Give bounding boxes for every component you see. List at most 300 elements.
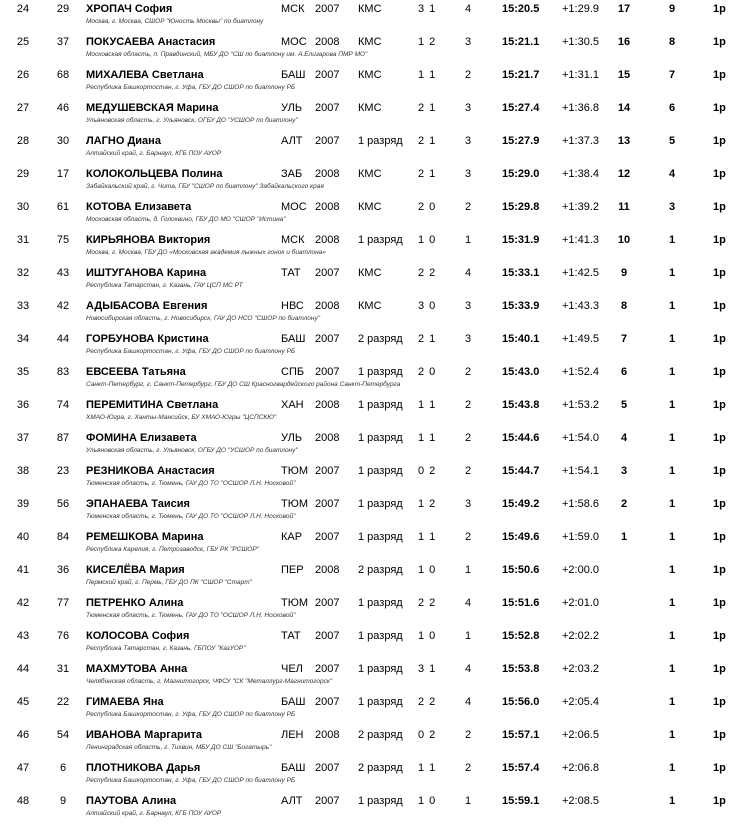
region-code: НВС <box>281 300 304 312</box>
athlete-organization: Пермский край, г. Пермь, ГБУ ДО ПК "СШОР "Старт" <box>86 579 252 586</box>
time-behind: +2:06.8 <box>562 762 600 774</box>
bib-cell: 77 <box>56 597 70 609</box>
table-row <box>0 528 750 561</box>
place-cell: 45 <box>16 696 30 708</box>
bib-cell: 43 <box>56 267 70 279</box>
points-primary: 4 <box>620 432 628 444</box>
qualification-category: 1р <box>713 366 726 378</box>
table-row <box>0 726 750 759</box>
sport-rank: КМС <box>358 201 382 213</box>
bib-cell: 22 <box>56 696 70 708</box>
time-behind: +1:41.3 <box>562 234 600 246</box>
bib-cell: 68 <box>56 69 70 81</box>
sport-rank: 1 разряд <box>358 663 403 675</box>
place-cell: 41 <box>16 564 30 576</box>
athlete-organization: Республика Башкортостан, г. Уфа, ГБУ ДО СШОР по биатлону РБ <box>86 348 296 355</box>
athlete-organization: Республика Башкортостан, г. Уфа, ГБУ ДО СШОР по биатлону РБ <box>86 777 296 784</box>
finish-time: 15:33.1 <box>502 267 540 279</box>
points-secondary: 1 <box>668 465 676 477</box>
athlete-organization: Новосибирская область, г. Новосибирск, ГАУ ДО НСО "СШОР по биатлону" <box>86 315 321 322</box>
athlete-name: ИШТУГАНОВА Карина <box>86 267 207 279</box>
athlete-organization: Москва, г. Москва, ГБУ ДО «Московская академия лыжных гонок и биатлона» <box>86 249 326 256</box>
finish-time: 15:33.9 <box>502 300 540 312</box>
athlete-name: КИРЬЯНОВА Виктория <box>86 234 211 246</box>
bib-cell: 84 <box>56 531 70 543</box>
athlete-name: КОТОВА Елизавета <box>86 201 192 213</box>
athlete-name: ГОРБУНОВА Кристина <box>86 333 209 345</box>
athlete-organization: Тюменская область, г. Тюмень, ГАУ ДО ТО "ОСШОР Л.Н. Носковой" <box>86 480 296 487</box>
region-code: МСК <box>281 3 305 15</box>
bib-cell: 54 <box>56 729 70 741</box>
time-behind: +1:37.3 <box>562 135 600 147</box>
athlete-name: ПЛОТНИКОВА Дарья <box>86 762 201 774</box>
birth-year: 2008 <box>315 399 340 411</box>
penalty-total: 3 <box>464 168 472 180</box>
table-row <box>0 462 750 495</box>
table-row <box>0 264 750 297</box>
place-cell: 39 <box>16 498 30 510</box>
points-primary: 7 <box>620 333 628 345</box>
penalty-total: 2 <box>464 69 472 81</box>
shooting-misses: 1 1 <box>418 399 437 411</box>
qualification-category: 1р <box>713 168 726 180</box>
table-row <box>0 561 750 594</box>
time-behind: +2:01.0 <box>562 597 600 609</box>
region-code: УЛЬ <box>281 432 303 444</box>
time-behind: +1:54.0 <box>562 432 600 444</box>
points-secondary: 3 <box>668 201 676 213</box>
athlete-organization: Забайкальский край, г. Чита, ГБУ "СШОР по биатлону" Забайкальского края <box>86 183 324 190</box>
athlete-name: ЕВСЕЕВА Татьяна <box>86 366 186 378</box>
points-secondary: 1 <box>668 333 676 345</box>
bib-cell: 44 <box>56 333 70 345</box>
points-primary: 15 <box>617 69 631 81</box>
qualification-category: 1р <box>713 630 726 642</box>
birth-year: 2007 <box>315 696 340 708</box>
qualification-category: 1р <box>713 531 726 543</box>
points-primary: 13 <box>617 135 631 147</box>
bib-cell: 87 <box>56 432 70 444</box>
bib-cell: 23 <box>56 465 70 477</box>
region-code: МОС <box>281 201 307 213</box>
qualification-category: 1р <box>713 69 726 81</box>
table-row <box>0 495 750 528</box>
points-secondary: 1 <box>668 762 676 774</box>
birth-year: 2008 <box>315 36 340 48</box>
place-cell: 38 <box>16 465 30 477</box>
time-behind: +1:52.4 <box>562 366 600 378</box>
place-cell: 32 <box>16 267 30 279</box>
place-cell: 43 <box>16 630 30 642</box>
region-code: КАР <box>281 531 303 543</box>
birth-year: 2007 <box>315 531 340 543</box>
region-code: БАШ <box>281 69 306 81</box>
athlete-name: ПАУТОВА Алина <box>86 795 177 807</box>
sport-rank: КМС <box>358 267 382 279</box>
shooting-misses: 1 2 <box>418 498 437 510</box>
place-cell: 37 <box>16 432 30 444</box>
table-row <box>0 759 750 792</box>
athlete-organization: Московская область, п. Правдинский, МБУ ДО "СШ по биатлону им. А.Елизарова ПМР МО" <box>86 51 368 58</box>
finish-time: 15:52.8 <box>502 630 540 642</box>
qualification-category: 1р <box>713 663 726 675</box>
sport-rank: 1 разряд <box>358 630 403 642</box>
sport-rank: 1 разряд <box>358 135 403 147</box>
athlete-name: ЭПАНАЕВА Таисия <box>86 498 190 510</box>
points-secondary: 9 <box>668 3 676 15</box>
finish-time: 15:57.1 <box>502 729 540 741</box>
penalty-total: 2 <box>464 399 472 411</box>
finish-time: 15:59.1 <box>502 795 540 807</box>
points-secondary: 1 <box>668 399 676 411</box>
table-row <box>0 363 750 396</box>
points-primary: 11 <box>618 201 630 213</box>
table-row <box>0 792 750 825</box>
points-primary: 3 <box>620 465 628 477</box>
shooting-misses: 1 1 <box>418 762 437 774</box>
birth-year: 2008 <box>315 300 340 312</box>
penalty-total: 4 <box>464 3 472 15</box>
points-secondary: 6 <box>668 102 676 114</box>
region-code: СПБ <box>281 366 305 378</box>
birth-year: 2007 <box>315 3 340 15</box>
athlete-organization: Республика Башкортостан, г. Уфа, ГБУ ДО СШОР по биатлону РБ <box>86 711 296 718</box>
bib-cell: 75 <box>56 234 70 246</box>
region-code: ЗАБ <box>281 168 303 180</box>
shooting-misses: 1 0 <box>418 564 437 576</box>
shooting-misses: 0 2 <box>418 729 437 741</box>
points-secondary: 1 <box>668 795 676 807</box>
athlete-name: КОЛОКОЛЬЦЕВА Полина <box>86 168 223 180</box>
sport-rank: КМС <box>358 300 382 312</box>
athlete-organization: Тюменская область, г. Тюмень, ГАУ ДО ТО "ОСШОР Л.Н. Носковой" <box>86 513 296 520</box>
bib-cell: 42 <box>56 300 70 312</box>
shooting-misses: 3 1 <box>418 3 437 15</box>
qualification-category: 1р <box>713 300 726 312</box>
points-primary: 5 <box>620 399 628 411</box>
points-secondary: 1 <box>668 234 676 246</box>
bib-cell: 76 <box>56 630 70 642</box>
athlete-organization: Тюменская область, г. Тюмень, ГАУ ДО ТО "ОСШОР Л.Н. Носковой" <box>86 612 296 619</box>
points-secondary: 1 <box>668 267 676 279</box>
shooting-misses: 3 0 <box>418 300 437 312</box>
place-cell: 35 <box>16 366 30 378</box>
birth-year: 2007 <box>315 465 340 477</box>
sport-rank: 1 разряд <box>358 531 403 543</box>
time-behind: +1:59.0 <box>562 531 600 543</box>
birth-year: 2007 <box>315 762 340 774</box>
athlete-name: МАХМУТОВА Анна <box>86 663 188 675</box>
time-behind: +1:39.2 <box>562 201 600 213</box>
finish-time: 15:49.2 <box>502 498 540 510</box>
sport-rank: 2 разряд <box>358 729 403 741</box>
region-code: БАШ <box>281 696 306 708</box>
shooting-misses: 2 2 <box>418 696 437 708</box>
athlete-name: МИХАЛЕВА Светлана <box>86 69 204 81</box>
time-behind: +1:43.3 <box>562 300 600 312</box>
points-secondary: 1 <box>668 432 676 444</box>
sport-rank: КМС <box>358 168 382 180</box>
region-code: БАШ <box>281 762 306 774</box>
points-secondary: 1 <box>668 564 676 576</box>
time-behind: +2:08.5 <box>562 795 600 807</box>
athlete-organization: Алтайский край, г. Барнаул, КГБ ПОУ АУОР <box>86 150 222 157</box>
place-cell: 40 <box>16 531 30 543</box>
shooting-misses: 1 0 <box>418 234 437 246</box>
penalty-total: 2 <box>464 729 472 741</box>
athlete-organization: Республика Карелия, г. Петрозаводск, ГБУ РК "РСШОР" <box>86 546 260 553</box>
table-row <box>0 594 750 627</box>
birth-year: 2007 <box>315 135 340 147</box>
place-cell: 47 <box>16 762 30 774</box>
athlete-name: РЕМЕШКОВА Марина <box>86 531 204 543</box>
table-row <box>0 231 750 264</box>
penalty-total: 4 <box>464 597 472 609</box>
athlete-organization: Санкт-Петербург, г. Санкт-Петербург, ГБУ ДО СШ Красногвардейского района Санкт-Петербурга <box>86 381 401 388</box>
time-behind: +1:42.5 <box>562 267 600 279</box>
place-cell: 34 <box>16 333 30 345</box>
athlete-name: ЛАГНО Диана <box>86 135 161 147</box>
region-code: МОС <box>281 36 307 48</box>
place-cell: 28 <box>16 135 30 147</box>
penalty-total: 3 <box>464 300 472 312</box>
finish-time: 15:57.4 <box>502 762 540 774</box>
region-code: ЛЕН <box>281 729 304 741</box>
finish-time: 15:43.0 <box>502 366 540 378</box>
region-code: ТАТ <box>281 630 301 642</box>
points-secondary: 1 <box>668 531 676 543</box>
qualification-category: 1р <box>713 135 726 147</box>
athlete-name: ПЕРЕМИТИНА Светлана <box>86 399 219 411</box>
time-behind: +1:58.6 <box>562 498 600 510</box>
athlete-name: АДЫБАСОВА Евгения <box>86 300 208 312</box>
points-primary: 14 <box>617 102 631 114</box>
bib-cell: 30 <box>56 135 70 147</box>
penalty-total: 3 <box>464 135 472 147</box>
qualification-category: 1р <box>713 201 726 213</box>
qualification-category: 1р <box>713 696 726 708</box>
penalty-total: 2 <box>464 432 472 444</box>
qualification-category: 1р <box>713 399 726 411</box>
athlete-organization: Москва, г. Москва, СШОР "Юность Москвы" по биатлону <box>86 18 264 25</box>
bib-cell: 31 <box>56 663 70 675</box>
region-code: ТЮМ <box>281 465 308 477</box>
region-code: ЧЕЛ <box>281 663 303 675</box>
qualification-category: 1р <box>713 333 726 345</box>
bib-cell: 6 <box>59 762 67 774</box>
place-cell: 30 <box>16 201 30 213</box>
shooting-misses: 1 1 <box>418 432 437 444</box>
athlete-name: МЕДУШЕВСКАЯ Марина <box>86 102 219 114</box>
birth-year: 2007 <box>315 498 340 510</box>
qualification-category: 1р <box>713 102 726 114</box>
points-primary: 17 <box>617 3 631 15</box>
finish-time: 15:29.8 <box>502 201 540 213</box>
shooting-misses: 1 0 <box>418 630 437 642</box>
time-behind: +1:49.5 <box>562 333 600 345</box>
points-primary: 10 <box>617 234 631 246</box>
time-behind: +1:53.2 <box>562 399 600 411</box>
qualification-category: 1р <box>713 729 726 741</box>
points-secondary: 1 <box>668 300 676 312</box>
time-behind: +2:03.2 <box>562 663 600 675</box>
birth-year: 2007 <box>315 663 340 675</box>
finish-time: 15:53.8 <box>502 663 540 675</box>
region-code: АЛТ <box>281 795 303 807</box>
time-behind: +2:05.4 <box>562 696 600 708</box>
shooting-misses: 2 2 <box>418 267 437 279</box>
athlete-organization: Республика Татарстан, г. Казань, ГБПОУ "КазУОР" <box>86 645 246 652</box>
shooting-misses: 1 2 <box>418 36 437 48</box>
place-cell: 29 <box>16 168 30 180</box>
athlete-name: ХРОПАЧ София <box>86 3 173 15</box>
time-behind: +2:06.5 <box>562 729 600 741</box>
sport-rank: 2 разряд <box>358 762 403 774</box>
place-cell: 42 <box>16 597 30 609</box>
penalty-total: 2 <box>464 201 472 213</box>
points-secondary: 4 <box>668 168 676 180</box>
sport-rank: 1 разряд <box>358 432 403 444</box>
sport-rank: 1 разряд <box>358 597 403 609</box>
points-secondary: 1 <box>668 597 676 609</box>
finish-time: 15:29.0 <box>502 168 540 180</box>
finish-time: 15:50.6 <box>502 564 540 576</box>
birth-year: 2007 <box>315 102 340 114</box>
birth-year: 2007 <box>315 597 340 609</box>
time-behind: +1:30.5 <box>562 36 600 48</box>
athlete-organization: Челябинская область, г. Магнитогорск, ЧФСУ "СК "Металлург-Магнитогорск" <box>86 678 333 685</box>
shooting-misses: 1 1 <box>418 69 437 81</box>
points-primary: 2 <box>620 498 628 510</box>
penalty-total: 1 <box>464 795 472 807</box>
finish-time: 15:44.6 <box>502 432 540 444</box>
table-row <box>0 66 750 99</box>
shooting-misses: 3 1 <box>418 663 437 675</box>
place-cell: 33 <box>16 300 30 312</box>
table-row <box>0 693 750 726</box>
table-row <box>0 627 750 660</box>
place-cell: 27 <box>16 102 30 114</box>
finish-time: 15:27.9 <box>502 135 540 147</box>
table-row <box>0 33 750 66</box>
finish-time: 15:40.1 <box>502 333 540 345</box>
region-code: АЛТ <box>281 135 303 147</box>
table-row <box>0 99 750 132</box>
athlete-name: КОЛОСОВА София <box>86 630 190 642</box>
sport-rank: 2 разряд <box>358 564 403 576</box>
athlete-organization: Алтайский край, г. Барнаул, КГБ ПОУ АУОР <box>86 810 222 817</box>
athlete-organization: Республика Башкортостан, г. Уфа, ГБУ ДО СШОР по биатлону РБ <box>86 84 296 91</box>
penalty-total: 3 <box>464 102 472 114</box>
place-cell: 36 <box>16 399 30 411</box>
bib-cell: 29 <box>56 3 70 15</box>
finish-time: 15:27.4 <box>502 102 540 114</box>
penalty-total: 2 <box>464 366 472 378</box>
athlete-organization: Ульяновская область, г. Ульяновск, ОГБУ ДО "УСШОР по биатлону" <box>86 117 298 124</box>
region-code: ТАТ <box>281 267 301 279</box>
region-code: МСК <box>281 234 305 246</box>
birth-year: 2008 <box>315 201 340 213</box>
finish-time: 15:51.6 <box>502 597 540 609</box>
birth-year: 2007 <box>315 333 340 345</box>
sport-rank: 1 разряд <box>358 696 403 708</box>
bib-cell: 9 <box>59 795 67 807</box>
points-secondary: 8 <box>668 36 676 48</box>
penalty-total: 4 <box>464 267 472 279</box>
bib-cell: 74 <box>56 399 70 411</box>
qualification-category: 1р <box>713 234 726 246</box>
region-code: ТЮМ <box>281 597 308 609</box>
qualification-category: 1р <box>713 597 726 609</box>
points-secondary: 1 <box>668 366 676 378</box>
birth-year: 2007 <box>315 69 340 81</box>
points-secondary: 1 <box>668 498 676 510</box>
sport-rank: 1 разряд <box>358 234 403 246</box>
finish-time: 15:43.8 <box>502 399 540 411</box>
finish-time: 15:49.6 <box>502 531 540 543</box>
athlete-name: ПЕТРЕНКО Алина <box>86 597 184 609</box>
athlete-organization: Республика Татарстан, г. Казань, ГАУ ЦСП МС РТ <box>86 282 243 289</box>
bib-cell: 56 <box>56 498 70 510</box>
points-secondary: 7 <box>668 69 676 81</box>
place-cell: 25 <box>16 36 30 48</box>
finish-time: 15:21.7 <box>502 69 540 81</box>
birth-year: 2007 <box>315 366 340 378</box>
table-row <box>0 198 750 231</box>
points-secondary: 1 <box>668 630 676 642</box>
points-primary: 16 <box>617 36 631 48</box>
penalty-total: 4 <box>464 696 472 708</box>
shooting-misses: 1 0 <box>418 795 437 807</box>
shooting-misses: 2 0 <box>418 201 437 213</box>
place-cell: 26 <box>16 69 30 81</box>
athlete-name: ФОМИНА Елизавета <box>86 432 197 444</box>
qualification-category: 1р <box>713 564 726 576</box>
sport-rank: 1 разряд <box>358 465 403 477</box>
shooting-misses: 2 1 <box>418 135 437 147</box>
bib-cell: 17 <box>56 168 70 180</box>
qualification-category: 1р <box>713 762 726 774</box>
bib-cell: 37 <box>56 36 70 48</box>
shooting-misses: 2 1 <box>418 102 437 114</box>
athlete-name: КИСЕЛЁВА Мария <box>86 564 185 576</box>
athlete-name: РЕЗНИКОВА Анастасия <box>86 465 215 477</box>
points-secondary: 1 <box>668 663 676 675</box>
qualification-category: 1р <box>713 3 726 15</box>
qualification-category: 1р <box>713 465 726 477</box>
table-row <box>0 429 750 462</box>
sport-rank: 1 разряд <box>358 795 403 807</box>
penalty-total: 2 <box>464 531 472 543</box>
shooting-misses: 2 1 <box>418 168 437 180</box>
shooting-misses: 0 2 <box>418 465 437 477</box>
region-code: ТЮМ <box>281 498 308 510</box>
penalty-total: 1 <box>464 564 472 576</box>
qualification-category: 1р <box>713 267 726 279</box>
sport-rank: КМС <box>358 69 382 81</box>
shooting-misses: 1 1 <box>418 531 437 543</box>
points-secondary: 1 <box>668 729 676 741</box>
points-secondary: 5 <box>668 135 676 147</box>
bib-cell: 83 <box>56 366 70 378</box>
table-row <box>0 165 750 198</box>
birth-year: 2008 <box>315 234 340 246</box>
place-cell: 24 <box>16 3 30 15</box>
time-behind: +1:36.8 <box>562 102 600 114</box>
points-primary: 8 <box>620 300 628 312</box>
time-behind: +1:54.1 <box>562 465 600 477</box>
birth-year: 2008 <box>315 432 340 444</box>
